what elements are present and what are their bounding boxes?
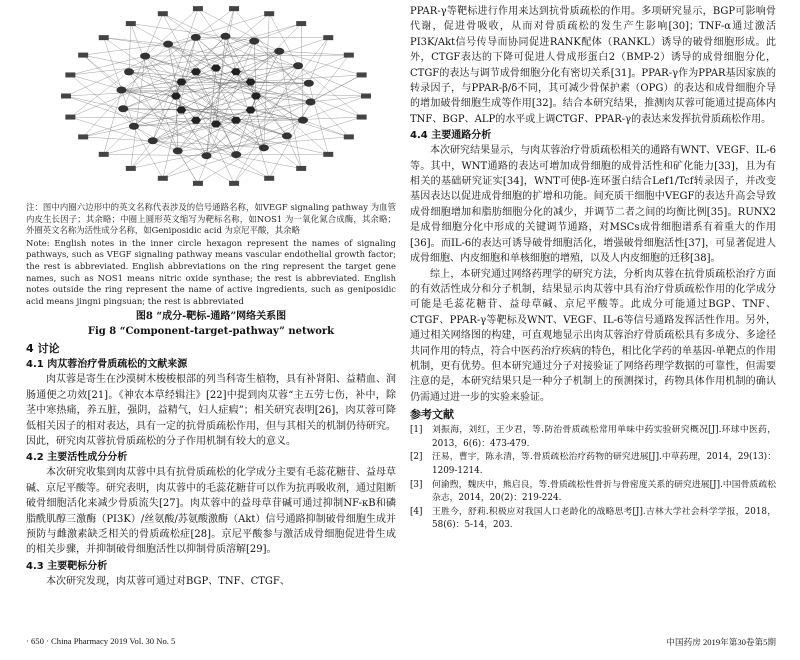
network-edge bbox=[83, 55, 310, 102]
network-figure bbox=[26, 4, 396, 202]
target-node bbox=[148, 137, 158, 144]
footer-right: 中国药房 2019年第30卷第5期 bbox=[666, 637, 776, 647]
network-edge bbox=[70, 51, 279, 75]
component-node bbox=[323, 152, 333, 157]
target-node bbox=[293, 62, 303, 69]
pathway-node bbox=[171, 93, 181, 100]
figure-note-cn: 注：图中内圈六边形中的英文名称代表涉及的信号通路名称，如VEGF signaling pathway 为血管内皮生长因子；其余略；中圈上圆形英文缩写为靶标名称，如NOS1 为一氧化氮合成酶，其余略；外圈英文名称为活性成分名称，如Geniposidic acid 为京尼平酸，其余略 bbox=[26, 202, 396, 236]
component-node bbox=[126, 21, 136, 26]
component-node bbox=[65, 115, 75, 120]
reference-text: 汪易，曹宇，陈永清，等.骨质疏松治疗药物的研究进展[J].中草药理，2014，29(13)：1209-1214. bbox=[432, 452, 776, 476]
target-node bbox=[231, 151, 241, 158]
target-node bbox=[249, 38, 259, 45]
network-edge bbox=[269, 14, 298, 66]
pathway-node bbox=[231, 68, 241, 75]
target-node bbox=[298, 117, 308, 124]
paragraph-4-2: 本次研究收集到肉苁蓉中具有抗骨质疏松的化学成分主要有毛蕊花糖苷、益母草碱、京尼平酸等。研究表明，肉苁蓉中的毛蕊花糖苷可以作为抗再吸收剂，通过阻断破骨细胞活化来减少骨质流失[27]。肉苁蓉中的益母草苷碱可通过抑制NF-κB和磷脂酰肌醇三激酶（PI3K）/丝氨酸/苏氨酸激酶（Akt）信号通路抑制破骨细胞生成并预防与雌激素缺乏相关的骨质疏松症[28]。京尼平酸参与激活成骨细胞促进骨生成的相关步骤，并抑制破骨细胞活性以抑制骨质溶解[29]。 bbox=[26, 467, 396, 556]
component-node bbox=[99, 152, 109, 157]
network-graph bbox=[26, 4, 396, 202]
reference-number: [1] bbox=[410, 425, 423, 436]
target-node bbox=[173, 147, 183, 154]
references-heading: 参考文献 bbox=[410, 408, 454, 422]
paragraph-4-4-b: 综上，本研究通过网络药理学的研究方法，分析肉苁蓉在抗骨质疏松治疗方面的有效活性成分和分子机制，结果显示肉苁蓉中具有治疗骨质疏松作用的化学成分可能是毛蕊花糖苷、益母草碱、京尼平酸等。此成分可能通过BGP、TNF、CTGF、PPAR-γ等靶标及WNT、VEGF、IL-6等信号通路发挥活性作用。另外，通过相关网络图的构建，可直观地显示出肉苁蓉治疗骨质疏松具有多成分、多途径共同作用的特点，符合中医药治疗疾病的特色，相比化学药的单基因-单靶点的作用机制，更有优势。但本研究通过分子对接验证了网络药理学数据的可靠性，但需要注意的是，本研究结果只是一种分子机制上的预测探讨，药物具体作用机制的确认仍需通过进一步的实验来验证。 bbox=[410, 268, 776, 403]
network-edge bbox=[181, 82, 264, 148]
component-node bbox=[61, 94, 71, 99]
target-node bbox=[259, 144, 269, 151]
target-node bbox=[124, 68, 134, 75]
figure-caption-cn: 图8 “成分-靶标-通路”网络关系图 bbox=[135, 311, 287, 323]
target-node bbox=[118, 105, 128, 112]
network-edge bbox=[254, 24, 301, 41]
reference-item bbox=[410, 506, 776, 533]
paragraph-4-3-continued: PPAR-γ等靶标进行作用来达到抗骨质疏松的作用。多项研究显示，BGP可影响骨代谢，促进骨吸收，从而对骨质疏松的发生产生影响[30]；TNF-α通过激活PI3K/Akt信号传导而协同促进RANK配体（RANKL）诱导的破骨细胞形成。此外，CTGF表达的下降可促进人骨成形蛋白2（BMP-2）诱导的成骨细胞分化，CTGF的表达与调节成骨细胞分化有密切关系[31]。PPAR-γ作为PPAR基因家族的转录因子，与PPAR-β/δ不同，其可减少骨保护素（OPG）的表达和成骨细胞介导的增加破骨细胞生成等作用[32]。结合本研究结果，推测肉苁蓉可能通过提高体内TNF、BGP、ALP的水平或上调CTGF、PPAR-γ的表达来发挥抗骨质疏松作用。 bbox=[410, 6, 776, 125]
network-edge bbox=[145, 56, 301, 168]
component-node bbox=[296, 21, 306, 26]
reference-item bbox=[410, 424, 776, 451]
component-node bbox=[323, 35, 333, 40]
reference-number: [3] bbox=[410, 479, 423, 490]
network-edge bbox=[216, 36, 225, 124]
figure-caption-en: Fig 8 “Component-target-pathway” network bbox=[87, 326, 335, 338]
target-node bbox=[202, 152, 212, 159]
target-node bbox=[306, 98, 316, 105]
component-node bbox=[99, 35, 109, 40]
network-edge bbox=[198, 9, 287, 136]
network-edge bbox=[168, 44, 251, 110]
component-node bbox=[126, 166, 136, 171]
network-edge bbox=[104, 38, 134, 127]
network-edge bbox=[207, 156, 270, 179]
paragraph-4-3: 本次研究发现，肉苁蓉可通过对BGP、TNF、CTGF、 bbox=[46, 575, 290, 587]
component-node bbox=[193, 181, 203, 186]
subsection-heading-4-3: 4.3 主要靶标分析 bbox=[26, 560, 108, 572]
reference-text: 王胜今，舒莉.积极应对我国人口老龄化的战略思考[J].吉林大学社会科学学报，2018，58(6)：5-14，203. bbox=[432, 506, 776, 531]
target-node bbox=[220, 33, 230, 40]
component-node bbox=[357, 115, 367, 120]
reference-number: [4] bbox=[410, 506, 423, 517]
pathway-node bbox=[211, 65, 221, 72]
references-list bbox=[410, 424, 776, 533]
reference-text: 刘振海，刘红，王少君，等.防治骨质疏松常用单味中药实验研究概况[J].环球中医药，2013，6(6)：473-479. bbox=[432, 425, 776, 449]
network-edge bbox=[153, 55, 349, 141]
figure-note-en: Note: English notes in the inner circle hexagon represent the names of signaling pathways, such as VEGF signaling pathway means vascular endothelial growth factor; the rest is abbreviated. English abbreviations on the ring represent the target gene names, such as NOS1 means nitric oxide synthase; the rest is abbreviated. English notes outside the ring represent the name of active ingredients, such as geniposidic acid means jingni pingsuan; the rest is abbreviated bbox=[26, 237, 396, 306]
reference-text: 何渝煦，魏庆中，熊启良，等.骨质疏松性骨折与骨密度关系的研究进展[J].中国骨质疏松杂志，2014，20(2)：219-224. bbox=[432, 479, 776, 504]
target-node bbox=[191, 34, 201, 41]
component-node bbox=[264, 176, 274, 181]
component-node bbox=[158, 176, 168, 181]
network-edge bbox=[83, 137, 264, 148]
target-node bbox=[129, 123, 139, 130]
subsection-heading-4-1: 4.1 肉苁蓉治疗骨质疏松的文献来源 bbox=[26, 359, 188, 371]
component-node bbox=[344, 53, 354, 58]
network-edge bbox=[198, 120, 303, 183]
pathway-node bbox=[246, 107, 256, 114]
reference-number: [2] bbox=[410, 452, 423, 463]
network-edge bbox=[83, 126, 134, 137]
component-node bbox=[296, 166, 306, 171]
component-node bbox=[158, 11, 168, 16]
component-node bbox=[229, 181, 239, 186]
component-node bbox=[78, 53, 88, 58]
component-node bbox=[78, 134, 88, 139]
target-node bbox=[274, 48, 284, 55]
paragraph-4-4-a: 本次研究结果显示，与肉苁蓉治疗骨质疏松相关的通路有WNT、VEGF、IL-6等。其中，WNT通路的表达可增加成骨细胞的成骨活性和矿化能力[33]，且为有相关的基础研究证实[34]，WNT可使β-连环蛋白结合Lef1/Tcf转录因子，并改变基因表达以促进成骨细胞的扩增和功能。间充质干细胞中VEGF的表达升高会导致成骨细胞增加和脂肪细胞分化的减少，并调节二者之间的均衡比例[35]。RUNX2是成骨细胞分化中形成的关键调节通路，对MSCs成骨细胞谱系有着重大的作用[36]。而IL-6的表达可诱导破骨细胞活化，增强破骨细胞活性[37]，可显著促进人成骨细胞、内皮细胞和单核细胞的增殖，以及人内皮细胞的迁移[38]。 bbox=[410, 145, 776, 265]
component-node bbox=[65, 72, 75, 77]
pathway-node bbox=[176, 107, 186, 114]
component-node bbox=[193, 6, 203, 11]
component-node bbox=[344, 134, 354, 139]
network-edge bbox=[178, 120, 236, 151]
component-node bbox=[357, 72, 367, 77]
network-edge bbox=[129, 72, 181, 82]
reference-item bbox=[410, 451, 776, 478]
left-column bbox=[26, 4, 396, 589]
network-edge bbox=[303, 120, 349, 137]
reference-item bbox=[410, 479, 776, 506]
component-node bbox=[264, 11, 274, 16]
target-node bbox=[163, 41, 173, 48]
figure-note bbox=[26, 202, 396, 307]
network-edge bbox=[181, 36, 225, 82]
target-node bbox=[304, 80, 314, 87]
paragraph-4-1: 肉苁蓉是寄生在沙漠树木梭梭根部的列当科寄生植物，具有补肾阳、益精血、润肠通便之功效[21]。《神农本草经辑注》[22]中提到肉苁蓉“主五劳七伤，补中，除茎中寒热痛，养五脏，强阴，益精气，妇人症瘕”；相关研究表明[26]，肉苁蓉可降低相关因子的相对表达，具有一定的抗骨质疏松作用，但与其相关的机制仍待研究。因此，研究肉苁蓉抗骨质疏松的分子作用机制有较大的意义。 bbox=[26, 374, 396, 447]
network-edge bbox=[196, 37, 236, 120]
network-edge bbox=[153, 124, 216, 141]
subsection-heading-4-4: 4.4 主要通路分析 bbox=[410, 130, 492, 142]
section-heading-discussion: 4 讨论 bbox=[26, 342, 60, 356]
network-edge bbox=[163, 83, 309, 178]
network-edge bbox=[104, 38, 168, 45]
pathway-node bbox=[211, 121, 221, 128]
subsection-heading-4-2: 4.2 主要活性成分分析 bbox=[26, 452, 128, 464]
network-edge bbox=[168, 44, 181, 110]
network-edge bbox=[178, 72, 236, 151]
component-node bbox=[229, 6, 239, 11]
network-edge bbox=[163, 155, 236, 179]
target-node bbox=[282, 132, 292, 139]
network-edge bbox=[145, 55, 349, 56]
right-column bbox=[410, 4, 776, 533]
component-node bbox=[361, 94, 371, 99]
target-node bbox=[140, 53, 150, 60]
network-edge bbox=[104, 154, 207, 155]
network-edge bbox=[309, 38, 328, 84]
pathway-node bbox=[191, 117, 201, 124]
target-node bbox=[116, 87, 126, 94]
network-edge bbox=[134, 120, 196, 126]
footer-left: · 650 · China Pharmacy 2019 Vol. 30 No. 5 bbox=[26, 636, 176, 646]
network-edge bbox=[207, 110, 251, 156]
